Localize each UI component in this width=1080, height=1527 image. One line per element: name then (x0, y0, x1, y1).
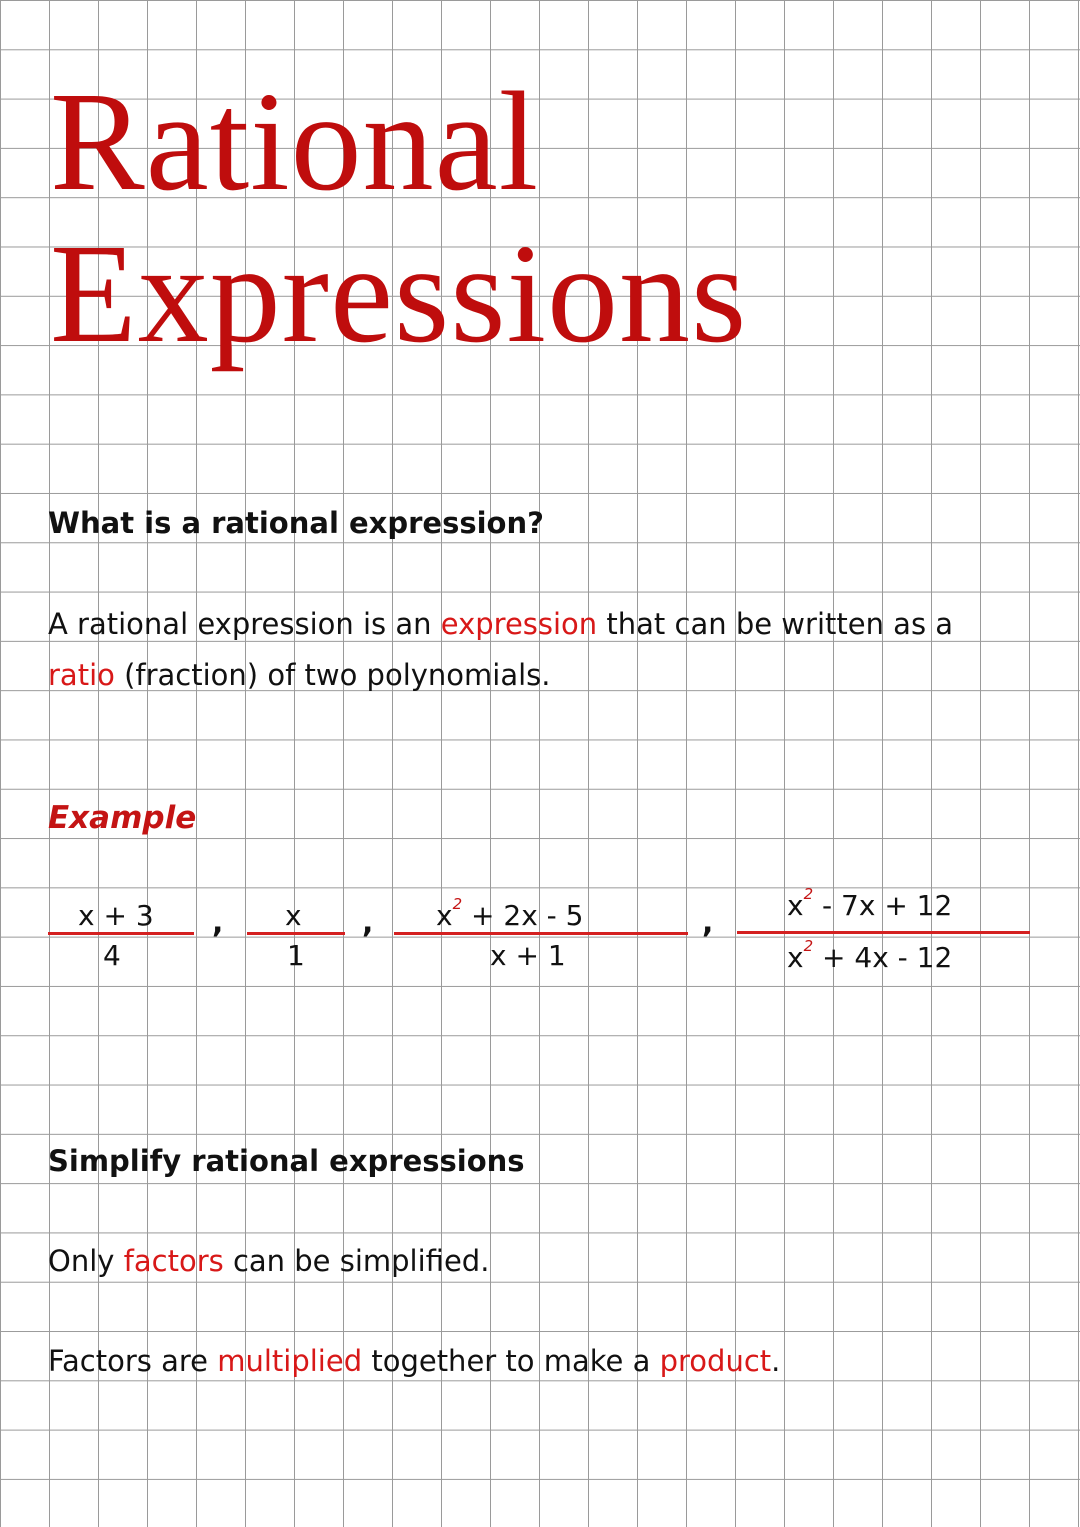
fraction-denominator: x + 1 (490, 939, 566, 972)
example-label: Example (48, 800, 197, 836)
definition-text: that can be written as a (597, 607, 954, 641)
fraction-numerator (787, 885, 953, 922)
highlight-expression: expression (440, 607, 598, 641)
fraction-bar (48, 932, 194, 935)
fraction-numerator: x (285, 899, 302, 932)
separator-comma: , (702, 905, 714, 940)
separator-comma: , (212, 905, 224, 940)
fraction-denominator: 1 (287, 939, 305, 972)
numerator-base: x (787, 889, 804, 922)
highlight-factors: factors (123, 1244, 224, 1278)
numerator-base: x (436, 899, 453, 932)
simplify-line-1 (48, 1244, 489, 1278)
exponent: 2 (803, 937, 814, 955)
fraction-numerator (436, 895, 584, 932)
body-text: together to make a (362, 1344, 660, 1378)
denominator-base: x (787, 941, 804, 974)
body-text: Only (48, 1244, 124, 1278)
highlight-ratio: ratio (48, 658, 115, 692)
fraction-bar (247, 932, 345, 935)
section-heading-simplify: Simplify rational expressions (48, 1144, 525, 1178)
fraction-bar (737, 931, 1030, 934)
separator-comma: , (362, 905, 374, 940)
exponent: 2 (452, 895, 463, 913)
fraction-denominator (787, 937, 953, 974)
definition-line-2 (48, 658, 551, 692)
definition-line-1 (48, 607, 953, 641)
highlight-product: product (659, 1344, 772, 1378)
body-text: Factors are (48, 1344, 218, 1378)
page-title-line-2: Expressions (50, 214, 748, 372)
exponent: 2 (803, 885, 814, 903)
numerator-rest: - 7x + 12 (813, 889, 953, 922)
simplify-line-2 (48, 1344, 780, 1378)
body-text: can be simplified. (223, 1244, 490, 1278)
section-heading-what-is: What is a rational expression? (48, 506, 544, 540)
fraction-bar (394, 932, 688, 935)
fraction-denominator: 4 (103, 939, 121, 972)
fraction-numerator: x + 3 (78, 899, 154, 932)
page-title-line-1: Rational (50, 62, 540, 220)
definition-text: (fraction) of two polynomials. (114, 658, 551, 692)
body-text: . (771, 1344, 781, 1378)
highlight-multiplied: multiplied (217, 1344, 363, 1378)
numerator-rest: + 2x - 5 (462, 899, 584, 932)
denominator-rest: + 4x - 12 (813, 941, 953, 974)
definition-text: A rational expression is an (48, 607, 441, 641)
